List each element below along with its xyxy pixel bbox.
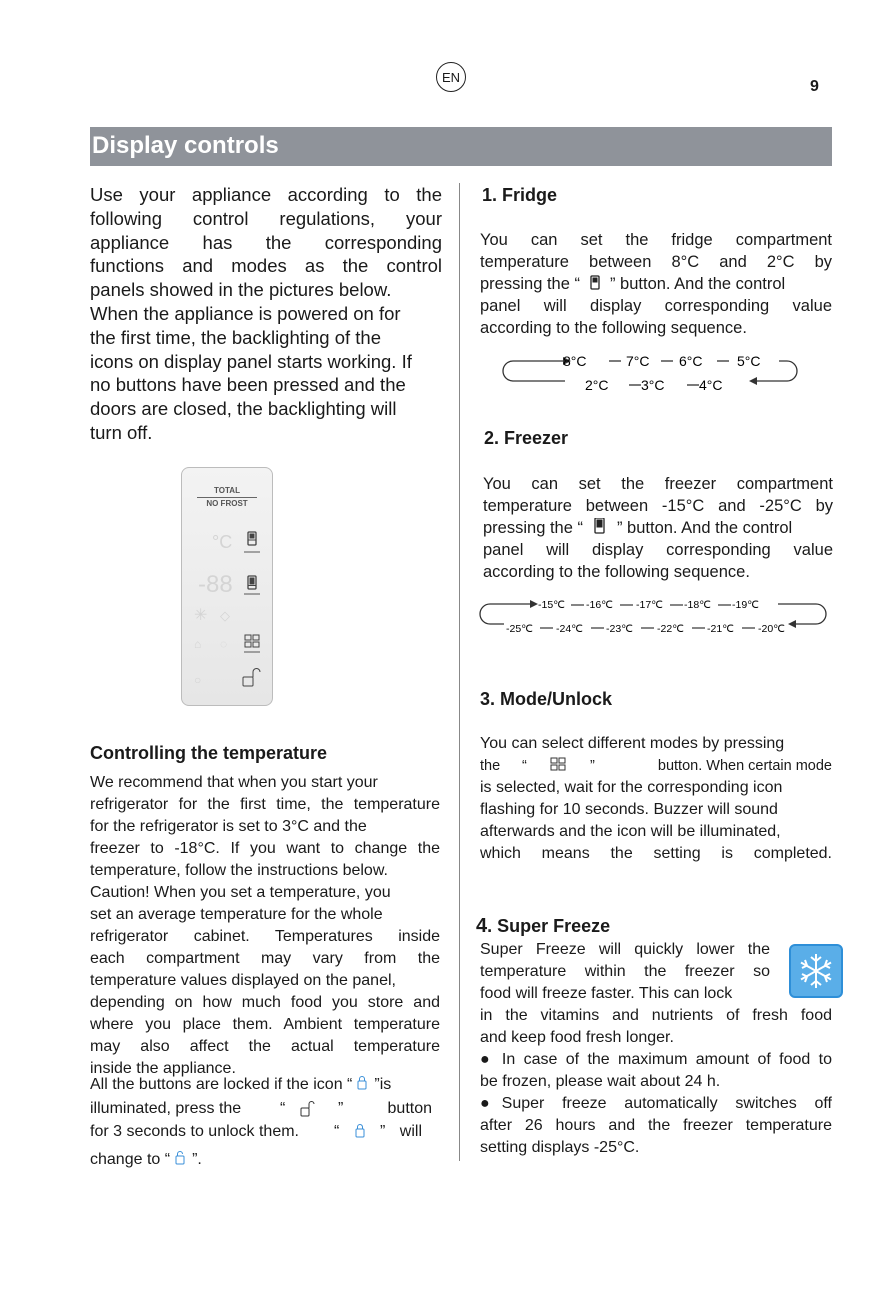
lock-line-3 (90, 1123, 422, 1141)
panel-total-label: TOTAL (214, 486, 240, 495)
controlling-line: temperature, follow the instructions below. (90, 862, 388, 879)
freezer-line: according to the following sequence. (483, 563, 750, 581)
super-freeze-snowflake-icon (789, 944, 843, 998)
fridge-line: You can set the fridge compartment (480, 231, 832, 249)
section-title-bar (90, 127, 832, 166)
intro-line: no buttons have been pressed and the (90, 374, 406, 396)
freezer-seq-value: -20℃ (758, 623, 785, 635)
lock-line-4 (90, 1151, 202, 1169)
mode-text: the (480, 758, 501, 774)
mode-line: flashing for 10 seconds. Buzzer will sound (480, 801, 778, 818)
freezer-seq-value: -16℃ (586, 599, 613, 611)
super-freeze-line: Super Freeze will quickly lower the (480, 941, 770, 958)
bullet-text: Super freeze automatically switches off (501, 1095, 832, 1112)
unlock-button-icon (298, 1100, 316, 1118)
snowflake-icon (791, 946, 841, 996)
controlling-line: refrigerator for the first time, the temperature (90, 796, 440, 813)
mode-text: button. When certain mode (657, 758, 832, 774)
freezer-seq-loop-right (778, 604, 826, 624)
control-panel-illustration (181, 467, 273, 706)
fridge-paragraph (480, 229, 832, 339)
unlocked-icon (170, 1151, 192, 1165)
freezer-seq-value: -18℃ (684, 599, 711, 611)
lock-line-1 (90, 1076, 391, 1094)
fridge-seq-value: 6°C (679, 353, 703, 369)
intro-line: functions and modes as the control (90, 255, 442, 277)
panel-icons (182, 468, 272, 705)
snowflake-icon: ✳ (194, 607, 208, 624)
fridge-seq-value: 2°C (585, 377, 609, 393)
fridge-text: ” button. And the control (609, 275, 786, 293)
freezer-text: pressing the “ (483, 519, 583, 537)
freezer-seq-value: -24℃ (556, 623, 583, 635)
freezer-sequence-diagram (478, 594, 834, 638)
lock-text: ”is (374, 1076, 392, 1093)
intro-line: When the appliance is powered on for (90, 302, 401, 324)
freezer-heading: 2. Freezer (484, 428, 569, 448)
intro-line: following control regulations, your (90, 207, 442, 229)
fridge-digit-ghost: °C (212, 532, 233, 552)
super-freeze-bullet-2-cont: setting displays -25°C. (480, 1139, 640, 1156)
mode-paragraph (480, 733, 832, 865)
lock-text: will (399, 1123, 422, 1140)
freezer-button-icon[interactable] (248, 576, 256, 589)
freezer-line: temperature between -15°C and -25°C by (483, 497, 833, 515)
holiday-icon: ⌂ (194, 637, 202, 651)
fridge-seq-loop-left (503, 361, 565, 381)
fridge-line: according to the following sequence. (480, 319, 747, 337)
intro-line: icons on display panel starts working. If (90, 350, 412, 372)
fridge-heading: 1. Fridge (482, 185, 558, 205)
controlling-line: depending on how much food you store and (90, 994, 440, 1011)
controlling-line: may also affect the actual temperature (90, 1038, 440, 1055)
mode-button-icon (550, 757, 568, 773)
freezer-seq-value: -15℃ (538, 599, 565, 611)
fridge-line (480, 273, 832, 295)
freezer-line: You can set the freezer compartment (483, 475, 833, 493)
controlling-line: refrigerator cabinet. Temperatures inside (90, 928, 440, 945)
super-freeze-paragraph-narrow (480, 939, 770, 1005)
freezer-seq-value: -21℃ (707, 623, 734, 635)
controlling-line: freezer to -18°C. If you want to change the (90, 840, 440, 857)
fridge-seq-value: 8°C (563, 353, 587, 369)
super-freeze-paragraph-wide (480, 1005, 832, 1159)
intro-line: doors are closed, the backlighting will (90, 398, 397, 420)
freezer-text: ” button. And the control (616, 519, 793, 537)
mode-ghost-icon: ◌ (220, 637, 228, 651)
eco-icon: ◇ (220, 608, 230, 623)
freezer-line (483, 517, 833, 539)
mode-text: ” (590, 758, 595, 774)
intro-line: Use your appliance according to the (90, 184, 442, 205)
fridge-seq-value: 4°C (699, 377, 723, 393)
mode-line: is selected, wait for the corresponding icon (480, 779, 783, 796)
intro-line: the first time, the backlighting of the (90, 326, 382, 348)
freezer-seq-arrow-left (788, 620, 796, 628)
controlling-line: temperature values displayed on the panel, (90, 972, 396, 989)
mode-line: You can select different modes by pressing (480, 735, 785, 752)
lock-text: “ (280, 1100, 286, 1117)
fridge-sequence-diagram (495, 349, 805, 399)
super-freeze-bullet-2: ● Super freeze automatically switches off (480, 1093, 832, 1115)
lock-text: ”. (192, 1151, 202, 1168)
fridge-seq-value: 7°C (626, 353, 650, 369)
super-freeze-bullet-2-cont: after 26 hours and the freezer temperature (480, 1117, 832, 1134)
panel-nofrost-label: NO FROST (206, 499, 248, 508)
bullet-text: In case of the maximum amount of food to (501, 1051, 832, 1068)
controlling-line: for the refrigerator is set to 3°C and the (90, 818, 367, 835)
super-freeze-line: in the vitamins and nutrients of fresh food (480, 1007, 832, 1024)
freezer-seq-value: -25℃ (506, 623, 533, 635)
lock-ghost-icon: ○ (194, 673, 202, 687)
lock-text: ” (380, 1123, 386, 1140)
freezer-seq-value: -17℃ (636, 599, 663, 611)
controlling-line: set an average temperature for the whole (90, 906, 383, 923)
lock-text: All the buttons are locked if the icon “ (90, 1076, 353, 1093)
controlling-line: each compartment may vary from the (90, 950, 440, 967)
lock-icon (352, 1123, 368, 1139)
section-title: Display controls (92, 132, 279, 159)
lock-text: illuminated, press the (90, 1100, 242, 1117)
freezer-line: panel will display corresponding value (483, 541, 833, 559)
mode-button-icon[interactable] (245, 635, 259, 647)
super-freeze-bullet-1-cont: be frozen, please wait about 24 h. (480, 1073, 721, 1090)
freezer-seq-value: -22℃ (657, 623, 684, 635)
super-freeze-line: and keep food fresh longer. (480, 1029, 674, 1046)
lock-icon (352, 1076, 374, 1090)
fridge-seq-value: 5°C (737, 353, 761, 369)
intro-line: turn off. (90, 421, 153, 443)
column-divider (459, 183, 460, 1161)
freezer-seq-loop-left (480, 604, 530, 624)
lock-text: change to “ (90, 1151, 171, 1168)
mode-line: which means the setting is completed. (480, 845, 832, 862)
lock-text: ” (338, 1100, 344, 1117)
mode-line: afterwards and the icon will be illuminated, (480, 823, 781, 840)
lock-line-2 (90, 1100, 432, 1118)
freezer-button-icon (583, 518, 617, 536)
intro-paragraph (90, 183, 442, 445)
freezer-seq-value: -19℃ (732, 599, 759, 611)
language-badge: EN (436, 62, 466, 92)
super-freeze-heading-text: . Super Freeze (487, 916, 611, 936)
controlling-line: We recommend that when you start your (90, 774, 378, 791)
freezer-seq-value: -23℃ (606, 623, 633, 635)
controlling-line: inside the appliance. (90, 1060, 236, 1077)
fridge-line: temperature between 8°C and 2°C by (480, 253, 832, 271)
controlling-line: where you place them. Ambient temperature (90, 1016, 440, 1033)
fridge-line: panel will display corresponding value (480, 297, 832, 315)
page-number: 9 (810, 78, 819, 95)
unlock-button-icon[interactable] (243, 669, 260, 687)
freezer-paragraph (483, 473, 833, 583)
mode-line (480, 755, 832, 777)
mode-heading: 3. Mode/Unlock (480, 689, 613, 709)
fridge-seq-arrow-left (749, 377, 757, 385)
super-freeze-bullet-1: ● In case of the maximum amount of food to (480, 1051, 832, 1068)
super-freeze-line: food will freeze faster. This can lock (480, 985, 733, 1002)
lock-text: button (387, 1100, 432, 1117)
fridge-seq-loop-right (757, 361, 797, 381)
super-freeze-heading-number: 4 (476, 915, 488, 937)
controlling-heading: Controlling the temperature (90, 743, 328, 763)
controlling-paragraph (90, 772, 440, 1080)
freezer-seq-arrow-right (530, 600, 538, 608)
mode-text: “ (522, 758, 527, 774)
intro-line: panels showed in the pictures below. (90, 279, 392, 301)
freezer-digit-ghost: -88 (198, 571, 233, 598)
lock-text: “ (334, 1123, 340, 1140)
fridge-button-icon[interactable] (248, 532, 256, 545)
intro-line: appliance has the corresponding (90, 231, 442, 253)
lock-text: for 3 seconds to unlock them. (90, 1123, 299, 1140)
fridge-button-icon (580, 275, 610, 291)
super-freeze-line: temperature within the freezer so (480, 963, 770, 980)
super-freeze-heading (476, 915, 610, 938)
controlling-line: Caution! When you set a temperature, you (90, 884, 391, 901)
fridge-seq-value: 3°C (641, 377, 665, 393)
fridge-text: pressing the “ (480, 275, 580, 293)
